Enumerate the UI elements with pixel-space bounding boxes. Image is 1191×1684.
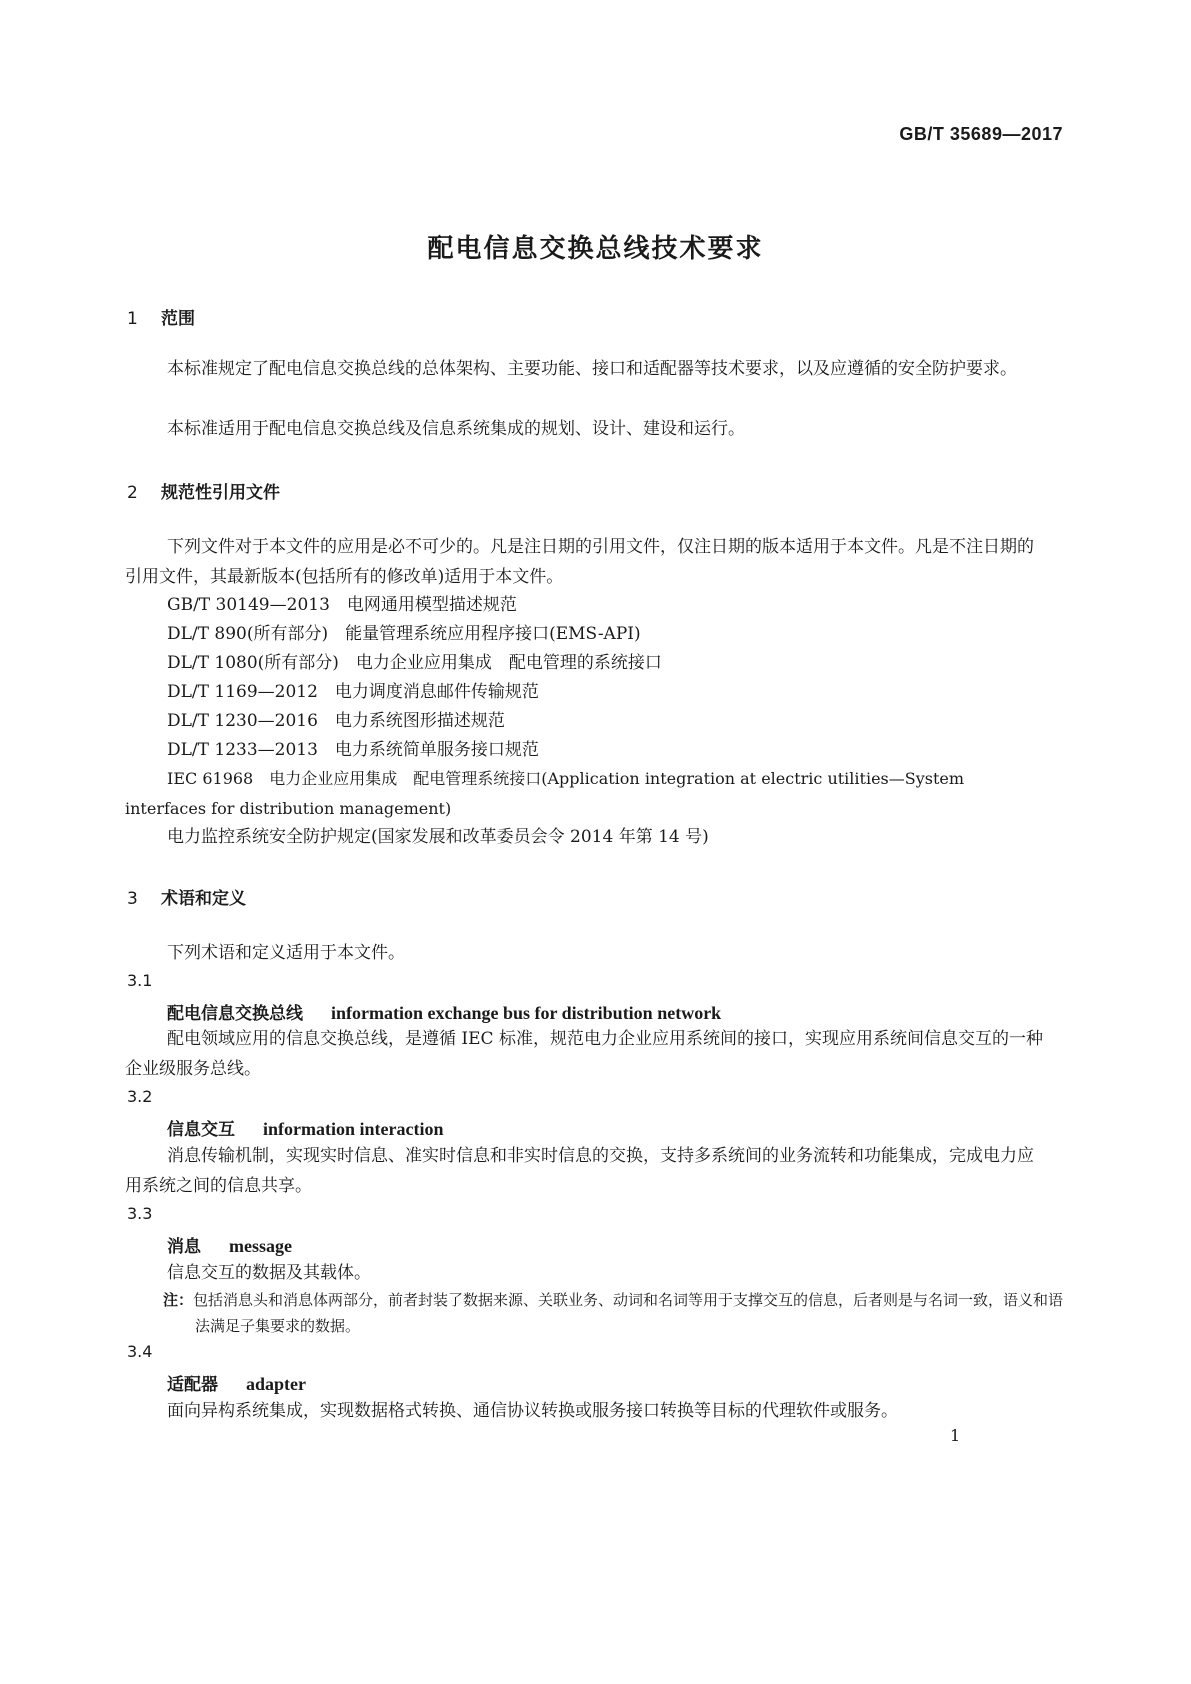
- term-number: 3.3: [127, 1204, 153, 1223]
- section-number: 3: [127, 889, 138, 909]
- term-chinese: 适配器: [167, 1375, 218, 1395]
- reference-item: GB/T 30149—2013 电网通用模型描述规范: [167, 595, 517, 615]
- term-note: [163, 1287, 1075, 1339]
- term-number: 3.4: [127, 1342, 153, 1361]
- section-2-heading: [127, 478, 280, 503]
- term-heading: [167, 1115, 443, 1140]
- section-title: 规范性引用文件: [161, 483, 280, 503]
- document-title: 配电信息交换总线技术要求: [427, 234, 764, 264]
- section-number: 1: [127, 309, 138, 329]
- note-text: 包括消息头和消息体两部分，前者封装了数据来源、关联业务、动词和名词等用于支撑交互的信息，后者则是与名词一致，语义和语法满足子集要求的数据。: [193, 1291, 1064, 1335]
- term-definition: 配电领域应用的信息交换总线，是遵循 IEC 标准，规范电力企业应用系统间的接口，实现应用系统间信息交互的一种企业级服务总线。: [125, 1029, 1043, 1079]
- term-english: adapter: [246, 1374, 306, 1394]
- section-title: 范围: [161, 309, 195, 329]
- term-number: 3.1: [127, 971, 153, 990]
- term-heading: [167, 1232, 292, 1257]
- reference-item: DL/T 1233—2013 电力系统简单服务接口规范: [167, 740, 539, 760]
- term-heading: [167, 999, 721, 1024]
- reference-item-iec: IEC 61968 电力企业应用集成 配电管理系统接口(Application integration at electric utilities—System interfaces for distribution management): [125, 769, 965, 818]
- section-number: 2: [127, 483, 138, 503]
- scope-applicability: 本标准适用于配电信息交换总线及信息系统集成的规划、设计、建设和运行。: [167, 419, 745, 439]
- note-label: 注：: [163, 1291, 194, 1309]
- term-chinese: 消息: [167, 1237, 201, 1257]
- term-number: 3.2: [127, 1087, 153, 1106]
- term-definition: 面向异构系统集成，实现数据格式转换、通信协议转换或服务接口转换等目标的代理软件或服务。: [167, 1401, 898, 1421]
- page-number: 1: [950, 1426, 961, 1445]
- term-english: message: [229, 1236, 292, 1256]
- reference-item: DL/T 1230—2016 电力系统图形描述规范: [167, 711, 505, 731]
- reference-item-regulation: 电力监控系统安全防护规定(国家发展和改革委员会令 2014 年第 14 号): [167, 827, 709, 847]
- term-chinese: 信息交互: [167, 1120, 235, 1140]
- section-1-heading: [127, 304, 195, 329]
- reference-item: DL/T 890(所有部分) 能量管理系统应用程序接口(EMS-API): [167, 624, 641, 644]
- section-3-heading: [127, 884, 246, 909]
- term-heading: [167, 1370, 306, 1395]
- term-definition: 信息交互的数据及其载体。: [167, 1263, 371, 1283]
- references-intro: 下列文件对于本文件的应用是必不可少的。凡是注日期的引用文件，仅注日期的版本适用于本文件。凡是不注日期的引用文件，其最新版本(包括所有的修改单)适用于本文件。: [125, 537, 1034, 587]
- reference-item: DL/T 1080(所有部分) 电力企业应用集成 配电管理的系统接口: [167, 653, 662, 673]
- scope-paragraph: 本标准规定了配电信息交换总线的总体架构、主要功能、接口和适配器等技术要求，以及应遵循的安全防护要求。: [167, 359, 1017, 379]
- term-chinese: 配电信息交换总线: [167, 1004, 303, 1024]
- section-title: 术语和定义: [161, 889, 246, 909]
- standard-code: GB/T 35689—2017: [899, 124, 1063, 144]
- term-english: information interaction: [263, 1119, 444, 1139]
- terms-intro: 下列术语和定义适用于本文件。: [167, 943, 405, 963]
- term-english: information exchange bus for distribution network: [331, 1003, 722, 1023]
- term-definition: 消息传输机制，实现实时信息、准实时信息和非实时信息的交换，支持多系统间的业务流转和功能集成，完成电力应用系统之间的信息共享。: [125, 1146, 1034, 1196]
- reference-item: DL/T 1169—2012 电力调度消息邮件传输规范: [167, 682, 539, 702]
